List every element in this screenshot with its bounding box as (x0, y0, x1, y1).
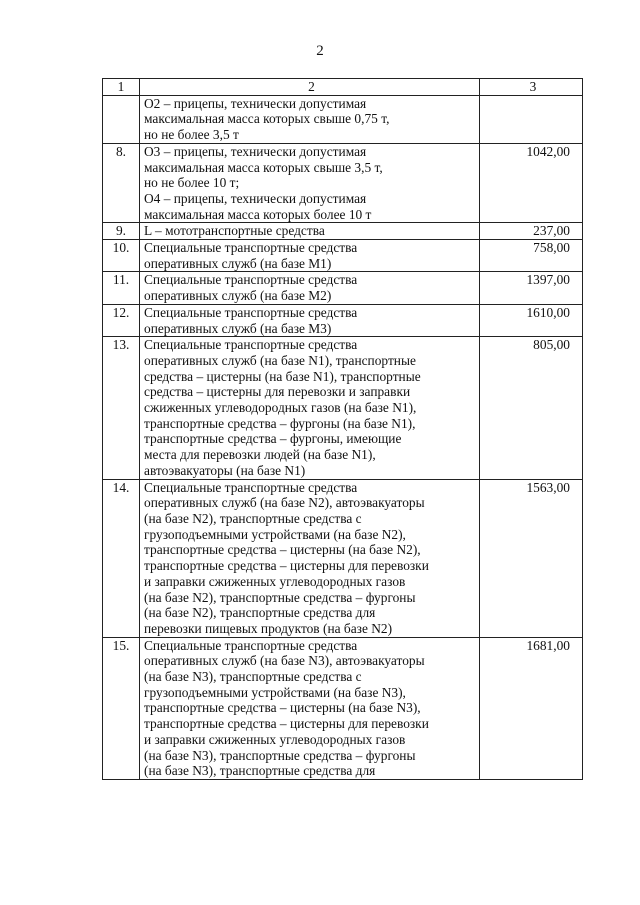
row-number: 11. (103, 272, 140, 304)
row-value: 758,00 (480, 240, 583, 272)
row-description: Специальные транспортные средства оперативных служб (на базе M3) (140, 304, 480, 336)
header-col-1: 1 (103, 79, 140, 96)
header-col-2: 2 (140, 79, 480, 96)
table-row (103, 143, 583, 223)
row-description: L – мототранспортные средства (140, 223, 480, 240)
row-number: 14. (103, 479, 140, 637)
row-number: 8. (103, 143, 140, 223)
row-description: Специальные транспортные средства оперативных служб (на базе N1), транспортные средства – цистерны (на базе N1), транспортные средства – цистерны для перевозки и заправки сжиженных углеводородных газов (на базе N1), транспортные средства – фургоны (на базе N1), транспортные средства – фургоны, имеющие места для перевозки людей (на базе N1), автоэвакуаторы (на базе N1) (140, 337, 480, 479)
row-number: 10. (103, 240, 140, 272)
row-value: 1610,00 (480, 304, 583, 336)
row-description: О3 – прицепы, технически допустимая максимальная масса которых свыше 3,5 т, но не более 10 т; О4 – прицепы, технически допустимая максимальная масса которых более 10 т (140, 143, 480, 223)
row-value: 1681,00 (480, 637, 583, 779)
row-description: О2 – прицепы, технически допустимая максимальная масса которых свыше 0,75 т, но не более 3,5 т (140, 95, 480, 143)
row-description: Специальные транспортные средства оперативных служб (на базе N2), автоэвакуаторы (на базе N2), транспортные средства с грузоподъемными устройствами (на базе N2), транспортные средства – цистерны (на базе N2), транспортные средства – цистерны для перевозки и заправки сжиженных углеводородных газов (на базе N2), транспортные средства – фургоны (на базе N2), транспортные средства для перевозки пищевых продуктов (на базе N2) (140, 479, 480, 637)
table-row (103, 223, 583, 240)
row-value (480, 95, 583, 143)
table-row (103, 240, 583, 272)
table-header-row (103, 79, 583, 96)
header-col-3: 3 (480, 79, 583, 96)
table-row (103, 304, 583, 336)
table-row (103, 637, 583, 779)
row-value: 237,00 (480, 223, 583, 240)
row-number (103, 95, 140, 143)
row-value: 805,00 (480, 337, 583, 479)
page-number: 2 (316, 43, 324, 59)
row-description: Специальные транспортные средства оперативных служб (на базе M2) (140, 272, 480, 304)
table-row (103, 337, 583, 479)
row-number: 12. (103, 304, 140, 336)
row-value: 1397,00 (480, 272, 583, 304)
tariff-table (102, 78, 583, 780)
row-value: 1563,00 (480, 479, 583, 637)
table-row (103, 272, 583, 304)
row-description: Специальные транспортные средства оперативных служб (на базе N3), автоэвакуаторы (на базе N3), транспортные средства с грузоподъемными устройствами (на базе N3), транспортные средства – цистерны (на базе N3), транспортные средства – цистерны для перевозки и заправки сжиженных углеводородных газов (на базе N3), транспортные средства – фургоны (на базе N3), транспортные средства для (140, 637, 480, 779)
table-row (103, 479, 583, 637)
row-number: 15. (103, 637, 140, 779)
table-row (103, 95, 583, 143)
row-value: 1042,00 (480, 143, 583, 223)
row-description: Специальные транспортные средства оперативных служб (на базе M1) (140, 240, 480, 272)
row-number: 9. (103, 223, 140, 240)
row-number: 13. (103, 337, 140, 479)
